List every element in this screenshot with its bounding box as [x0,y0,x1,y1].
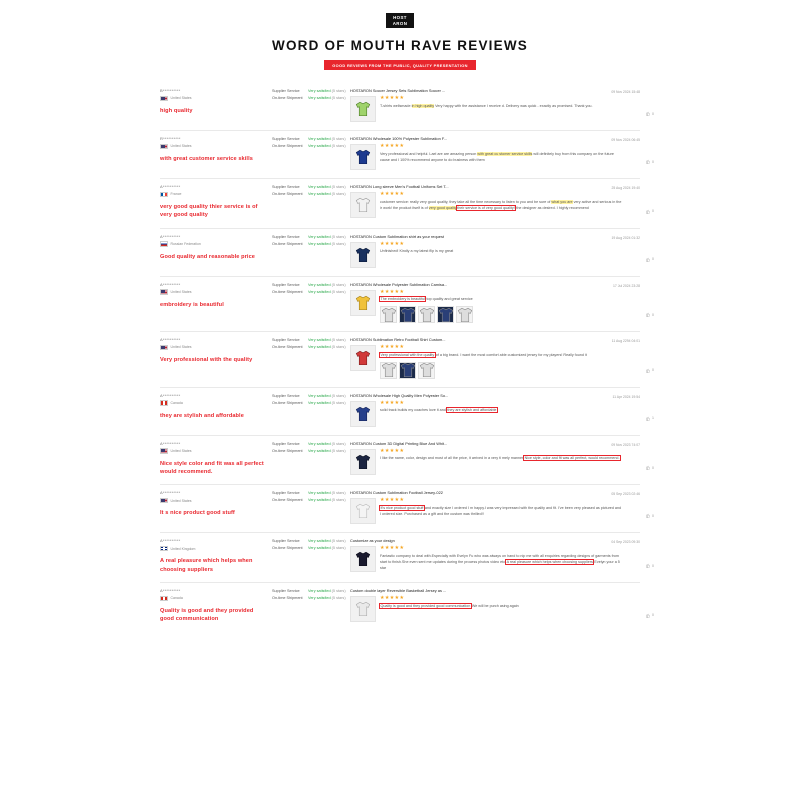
reviewer-name: A********** [160,337,181,343]
product-thumbnail[interactable] [350,144,376,170]
page-title: WORD OF MOUTH RAVE REVIEWS [272,38,528,53]
product-title-link[interactable]: HOSTARON Wholesale Polyester Sublimation Camisa... [350,281,448,287]
supplier-service-row [272,539,346,543]
review-date: 25 Aug 2024 19:40 [611,186,640,191]
supplier-service-label: Supplier Service [272,393,300,398]
service-ratings [272,441,350,477]
review-body [350,88,654,122]
country-flag-icon [160,192,168,197]
helpful-count: 0 [652,368,654,373]
thumb-up-icon[interactable] [645,613,650,618]
review-photo-gallery [380,306,622,323]
thumb-up-icon[interactable] [645,513,650,518]
review-media-row [350,498,622,524]
review-text: I like the name, color, design and most of all the price, it arrived in a very ti mely manner.Nice style, color and fit was all perfect, would recommend. [380,456,620,461]
country-flag-icon [160,400,168,405]
review-text: Quality is good and they provided good communication We will be purch asing again [380,603,519,608]
on-time-shipment-value: Very satisfied (5 stars) [308,448,346,453]
helpful-count: 0 [652,312,654,317]
service-ratings [272,490,350,524]
supplier-service-label: Supplier Service [272,234,300,239]
review-body [350,184,654,220]
review-date: 09 Nov 2024 15:48 [611,90,640,95]
star-rating-icon: ★★★★★ [380,288,405,295]
review-headline: Very professional with the quality [160,357,253,364]
service-ratings [272,337,350,378]
on-time-shipment-row [272,96,346,100]
on-time-shipment-row [272,192,346,196]
supplier-service-value: Very satisfied (5 stars) [308,491,346,496]
thumb-up-icon[interactable] [645,416,650,421]
on-time-shipment-value: Very satisfied (5 stars) [308,498,346,503]
helpful-count: 0 [652,465,654,470]
product-title-link[interactable]: HOSTARON Custom Sublimation shirt as your request [350,233,444,239]
reviewer-country [160,192,266,197]
product-title-link[interactable]: Custom double layer Reversible Basketball Jersey as ... [350,588,447,594]
review-text-column [380,96,622,122]
review-date: 17 Jul 2024 23:28 [613,283,640,288]
country-flag-icon [160,289,168,294]
supplier-service-value: Very satisfied (5 stars) [308,185,346,190]
on-time-shipment-label: On-time Shipment [272,448,303,453]
review-photo[interactable] [437,306,454,323]
product-title-link[interactable]: HOSTARON Custom 3D Digital Printing Blue And Whit... [350,440,448,446]
review-photo[interactable] [418,306,435,323]
reviewer-country [160,144,266,149]
review-text-column [380,401,622,427]
star-rating-icon: ★★★★★ [380,191,405,198]
supplier-service-value: Very satisfied (5 stars) [308,393,346,398]
reviewer-country [160,498,266,503]
star-rating-icon: ★★★★★ [380,595,405,602]
supplier-service-row [272,442,346,446]
product-thumbnail[interactable] [350,242,376,268]
review-headline: very good quality thier service is of very good quality [160,204,258,219]
review-body [350,136,654,170]
country-label: United States [170,144,192,149]
review-body [350,588,654,624]
country-label: United States [170,290,192,295]
reviewer-column [160,234,272,268]
on-time-shipment-label: On-time Shipment [272,144,303,149]
on-time-shipment-row [272,345,346,349]
helpful-control[interactable] [645,257,654,262]
on-time-shipment-row [272,144,346,148]
on-time-shipment-row [272,498,346,502]
star-rating-icon: ★★★★★ [380,143,405,150]
reviewer-name: A********** [160,392,181,398]
reviewer-column [160,282,272,323]
helpful-control[interactable] [645,209,654,214]
helpful-control[interactable] [645,312,654,317]
product-thumbnail[interactable] [350,546,376,572]
review-media-row [350,96,622,122]
product-thumbnail[interactable] [350,192,376,218]
review-media-row [350,596,622,622]
review-body [350,281,654,323]
on-time-shipment-value: Very satisfied (5 stars) [308,400,346,405]
country-label: Canada [170,596,183,601]
product-thumbnail[interactable] [350,596,376,622]
on-time-shipment-value: Very satisfied (5 stars) [308,241,346,246]
helpful-count: 0 [652,209,654,214]
product-title-link[interactable]: HOSTARON Soccer Jersey Sets Sublimation Soccer ... [350,88,446,94]
review-media-row [350,546,622,572]
review-list [160,83,654,632]
on-time-shipment-value: Very satisfied (5 stars) [308,144,346,149]
on-time-shipment-row [272,596,346,600]
supplier-service-value: Very satisfied (5 stars) [308,89,346,94]
review-body [350,233,654,268]
reviewer-country [160,345,266,350]
supplier-service-value: Very satisfied (5 stars) [308,338,346,343]
supplier-service-label: Supplier Service [272,539,300,544]
reviewer-country [160,596,266,601]
review-photo[interactable] [380,362,397,379]
review-item [160,532,654,582]
review-body [350,337,654,378]
helpful-control[interactable] [645,513,654,518]
review-headline: high quality [160,108,193,115]
review-headline: Quality is good and they provided good communication [160,607,254,623]
country-label: Canada [170,400,183,405]
thumb-up-icon[interactable] [645,209,650,214]
reviewer-column [160,337,272,378]
logo[interactable] [386,13,414,28]
thumb-up-icon[interactable] [645,368,650,373]
supplier-service-label: Supplier Service [272,89,300,94]
helpful-count: 0 [652,613,654,618]
review-date: 11 Apr 2024 19:54 [612,394,640,399]
on-time-shipment-row [272,290,346,294]
review-item [160,83,654,130]
helpful-count: 0 [652,159,654,164]
on-time-shipment-label: On-time Shipment [272,400,303,405]
service-ratings [272,184,350,220]
reviewer-column [160,136,272,170]
review-date: 09 Nov 2023 74:07 [611,442,640,447]
supplier-service-row [272,137,346,141]
page-header [0,38,800,70]
supplier-service-value: Very satisfied (5 stars) [308,234,346,239]
product-thumbnail[interactable] [350,401,376,427]
review-date: 19 Aug 2024 01:32 [611,235,640,240]
review-text-column [380,596,622,622]
review-text-column [380,546,622,572]
reviewer-column [160,441,272,477]
review-item [160,228,654,276]
on-time-shipment-row [272,546,346,550]
review-item [160,484,654,532]
on-time-shipment-label: On-time Shipment [272,192,303,197]
service-ratings [272,88,350,122]
review-text-column [380,498,622,524]
supplier-service-row [272,89,346,93]
review-text: Very professional with the quality of a big brand. I want the most comfort able customized jersey for my players! Really found it [380,352,587,357]
logo-line-1: HOST [393,15,407,20]
reviewer-country [160,96,266,101]
review-item [160,331,654,386]
review-text-column [380,345,622,378]
reviewer-country [160,289,266,294]
brand-bar [0,0,800,28]
country-flag-icon [160,498,168,503]
thumb-up-icon[interactable] [645,563,650,568]
review-text-column [380,449,622,475]
reviewer-name: A********** [160,538,181,544]
review-date: 09 Nov 2024 06:45 [611,138,640,143]
on-time-shipment-row [272,401,346,405]
helpful-control[interactable] [645,416,654,421]
supplier-service-row [272,589,346,593]
on-time-shipment-label: On-time Shipment [272,289,303,294]
product-title-link[interactable]: HOSTARON Wholesale 100% Polyester Sublimation F... [350,136,448,142]
helpful-control[interactable] [645,111,654,116]
review-body [350,440,654,477]
review-text-column [380,192,622,218]
reviewer-country [160,400,266,405]
helpful-count: 0 [652,257,654,262]
helpful-count: 1 [652,416,654,421]
review-media-row [350,144,622,170]
review-media-row [350,401,622,427]
helpful-count: 0 [652,563,654,568]
supplier-service-value: Very satisfied (5 stars) [308,282,346,287]
review-date: 11 Aug 2294 04:01 [611,339,640,344]
on-time-shipment-label: On-time Shipment [272,241,303,246]
star-rating-icon: ★★★★★ [380,447,405,454]
reviewer-column [160,88,272,122]
reviewer-name: B********** [160,88,181,94]
review-item [160,387,654,435]
reviewer-column [160,184,272,220]
helpful-control[interactable] [645,159,654,164]
review-text: T-shirts wellsmade in high quality Very happy with the assistance I receive d. Delivery was quick - exactly as promised. Thank you. [380,103,593,108]
supplier-service-row [272,394,346,398]
thumb-up-icon[interactable] [645,465,650,470]
review-body [350,392,654,427]
service-ratings [272,234,350,268]
review-headline: Nice style color and fit was all perfect would recommend. [160,460,264,475]
supplier-service-value: Very satisfied (5 stars) [308,589,346,594]
thumb-up-icon[interactable] [645,159,650,164]
on-time-shipment-label: On-time Shipment [272,546,303,551]
helpful-count: 0 [652,513,654,518]
supplier-service-row [272,185,346,189]
product-thumbnail[interactable] [350,345,376,371]
supplier-service-label: Supplier Service [272,441,300,446]
product-title-link[interactable]: Customize as your design [350,538,395,544]
reviewer-column [160,393,272,427]
product-thumbnail[interactable] [350,290,376,316]
reviewer-name: A********** [160,184,181,190]
reviewer-country [160,241,266,246]
country-label: United States [170,345,192,350]
service-ratings [272,282,350,323]
thumb-up-icon[interactable] [645,312,650,317]
review-text: It's nice product good stuff and exactly size I ordered I m happy.I was very impressed with the quality and fit. I've been very pleased as pictured and I ordered size. Purchased as a gift and the custom was thrilled!! [380,505,622,516]
review-body [350,490,654,524]
reviewer-name: A********** [160,490,181,496]
helpful-control[interactable] [645,465,654,470]
product-title-link[interactable]: HOSTARON Sublimation Retro Football Shirt Custom... [350,337,446,343]
helpful-count: 0 [652,111,654,116]
review-photo[interactable] [399,362,416,379]
supplier-service-row [272,283,346,287]
review-item [160,130,654,178]
on-time-shipment-row [272,449,346,453]
review-headline: Good quality and reasonable price [160,253,255,260]
product-thumbnail[interactable] [350,498,376,524]
on-time-shipment-value: Very satisfied (5 stars) [308,546,346,551]
review-media-row [350,449,622,475]
review-media-row [350,242,622,268]
country-flag-icon [160,546,168,551]
on-time-shipment-label: On-time Shipment [272,96,303,101]
supplier-service-row [272,338,346,342]
review-date: 04 Sep 2023 09:30 [611,540,640,545]
on-time-shipment-row [272,242,346,246]
country-label: United States [170,96,192,101]
review-headline: A real pleasure which helps when choosing suppliers [160,558,253,573]
star-rating-icon: ★★★★★ [380,399,405,406]
review-text: Fantastic company to deal with.Especially with Evelyn Fu who was always on hand to nip me with all enquiries regarding designs of garments from start to finish.She even sent me updates during the process photos video etc.A real pleasure which helps when choosing suppliers Evelyn your a 5 star [380,553,620,570]
supplier-service-label: Supplier Service [272,491,300,496]
logo-line-2: ARON [392,20,408,26]
on-time-shipment-value: Very satisfied (5 stars) [308,96,346,101]
review-date: 05 Sep 2023 02:46 [611,492,640,497]
supplier-service-row [272,491,346,495]
review-item [160,435,654,485]
supplier-service-value: Very satisfied (5 stars) [308,539,346,544]
product-title-link[interactable]: HOSTARON Long sleeve Men's Football Unifoms Set T... [350,184,449,190]
review-photo[interactable] [380,306,397,323]
supplier-service-value: Very satisfied (5 stars) [308,441,346,446]
supplier-service-label: Supplier Service [272,185,300,190]
review-photo[interactable] [418,362,435,379]
star-rating-icon: ★★★★★ [380,545,405,552]
on-time-shipment-value: Very satisfied (5 stars) [308,345,346,350]
country-flag-icon [160,596,168,601]
review-media-row [350,345,622,378]
country-label: United States [170,498,192,503]
supplier-service-label: Supplier Service [272,137,300,142]
review-text-column [380,144,622,170]
reviewer-column [160,538,272,574]
country-label: United Kingdom [170,546,196,551]
reviewer-country [160,546,266,551]
on-time-shipment-label: On-time Shipment [272,596,303,601]
country-flag-icon [160,96,168,101]
country-flag-icon [160,345,168,350]
supplier-service-label: Supplier Service [272,282,300,287]
review-photo[interactable] [456,306,473,323]
reviewer-name: A********** [160,440,181,446]
product-thumbnail[interactable] [350,96,376,122]
product-title-link[interactable]: HOSTARON Custom Sublimation Football Jersey-022 [350,490,443,496]
reviewer-column [160,588,272,624]
review-item [160,582,654,632]
on-time-shipment-label: On-time Shipment [272,345,303,350]
service-ratings [272,136,350,170]
review-item [160,276,654,331]
reviewer-name: A********** [160,281,181,287]
supplier-service-row [272,235,346,239]
review-media-row [350,290,622,323]
supplier-service-label: Supplier Service [272,338,300,343]
star-rating-icon: ★★★★★ [380,240,405,247]
country-flag-icon [160,448,168,453]
review-text-column [380,290,622,323]
helpful-control[interactable] [645,613,654,618]
on-time-shipment-value: Very satisfied (5 stars) [308,289,346,294]
reviewer-country [160,448,266,453]
country-flag-icon [160,241,168,246]
review-photo-gallery [380,362,622,379]
country-label: Russian Federation [170,242,201,247]
review-headline: with great customer service skills [160,156,253,163]
supplier-service-value: Very satisfied (5 stars) [308,137,346,142]
review-photo[interactable] [399,306,416,323]
product-title-link[interactable]: HOSTARON Wholesale High Quality Men Polyester So... [350,392,449,398]
country-label: United States [170,448,192,453]
on-time-shipment-value: Very satisfied (5 stars) [308,596,346,601]
thumb-up-icon[interactable] [645,257,650,262]
review-body [350,538,654,574]
review-text: solid track builds my coaches love it and they are stylish and affordable [380,408,497,413]
country-label: France [170,192,182,197]
country-flag-icon [160,144,168,149]
reviewer-name: A********** [160,233,181,239]
helpful-control[interactable] [645,563,654,568]
service-ratings [272,588,350,624]
thumb-up-icon[interactable] [645,111,650,116]
reviewer-name: A********** [160,588,181,594]
service-ratings [272,538,350,574]
review-text: Very professional and helpful. Lael are are amazing person with great cu stomer service skills will definitely buy from this company on the future cause and I 100% recommend anyone to do business with them [380,151,614,162]
review-headline: embroidery is beautiful [160,301,224,308]
helpful-control[interactable] [645,368,654,373]
service-ratings [272,393,350,427]
review-text-column [380,242,622,268]
review-text: The embroidery is beautiful top quality and great service [380,297,473,302]
page-subtitle-badge: GOOD REVIEWS FROM THE PUBLIC, QUALITY PRESENTATION [324,60,476,70]
star-rating-icon: ★★★★★ [380,497,405,504]
star-rating-icon: ★★★★★ [380,344,405,351]
reviewer-name: R********** [160,136,181,142]
on-time-shipment-label: On-time Shipment [272,498,303,503]
star-rating-icon: ★★★★★ [380,95,405,102]
review-media-row [350,192,622,218]
review-headline: It s nice product good stuff [160,510,235,517]
product-thumbnail[interactable] [350,449,376,475]
supplier-service-label: Supplier Service [272,589,300,594]
on-time-shipment-value: Very satisfied (5 stars) [308,192,346,197]
review-item [160,178,654,228]
review-text: Unfinished! Kindly a my latest flip is my great [380,249,454,254]
review-text: customer service: really very good quality, they take all the time necessary to listen to you and be sure of what you are very active and serious in the ir work! the product itself is of very good qualitytheir service is of very good quality! the designer as desired. I highly recommend [380,199,622,210]
review-headline: they are stylish and affordable [160,412,244,419]
reviewer-column [160,490,272,524]
